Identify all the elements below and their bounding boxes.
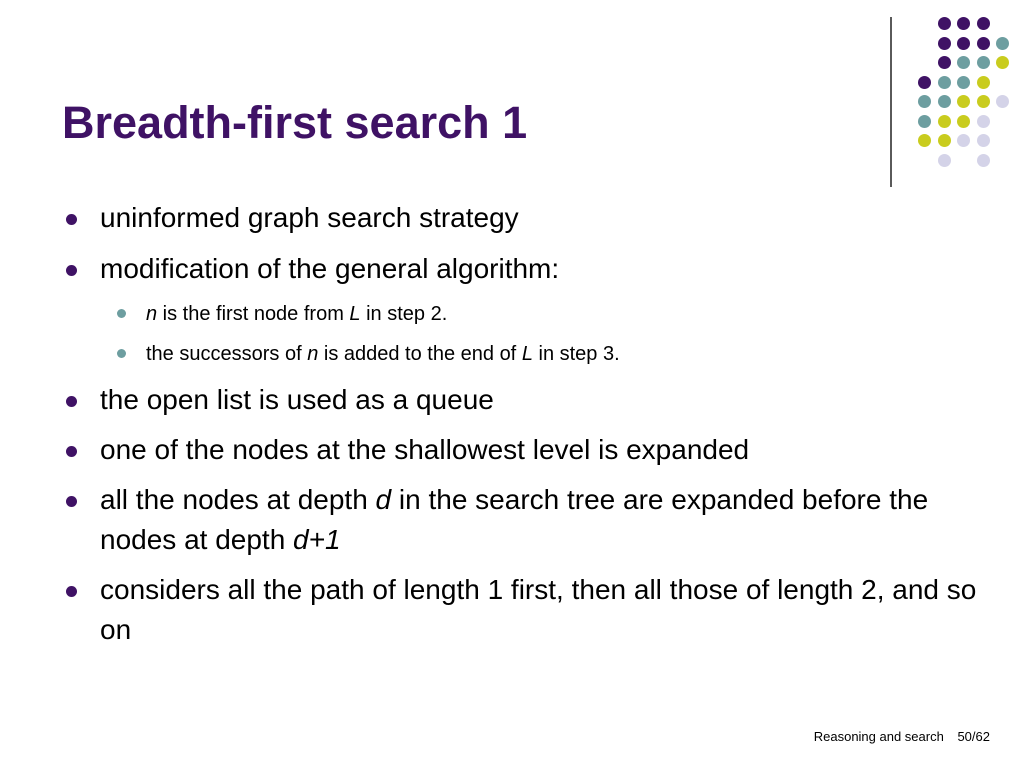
bullet-marker	[117, 309, 126, 318]
decorative-dot	[938, 134, 951, 147]
decorative-dot	[996, 37, 1009, 50]
title-divider-line	[890, 17, 892, 187]
decorative-dot	[918, 95, 931, 108]
sub-bullet-item	[146, 340, 966, 368]
bullet-text-segment: in step 3.	[532, 343, 620, 365]
decorative-dot	[977, 115, 990, 128]
bullet-marker	[66, 214, 77, 225]
decorative-dot	[938, 17, 951, 30]
decorative-dot	[938, 115, 951, 128]
bullet-text-segment: L	[349, 303, 361, 325]
bullet-item	[100, 198, 980, 238]
decorative-dot	[918, 134, 931, 147]
bullet-text-segment: is the first node from	[157, 303, 350, 325]
decorative-dot	[938, 154, 951, 167]
bullet-text-segment: d+1	[293, 524, 341, 555]
bullet-marker	[117, 349, 126, 358]
decorative-dot	[977, 134, 990, 147]
bullet-text-segment: L	[521, 343, 533, 365]
decorative-dot	[957, 95, 970, 108]
decorative-dot	[977, 37, 990, 50]
bullet-text-segment: considers all the path of length 1 first, then all those of length 2, and so on	[100, 574, 977, 645]
bullet-item	[100, 570, 980, 650]
decorative-dot	[996, 95, 1009, 108]
bullet-marker	[66, 265, 77, 276]
sub-bullet-item	[146, 300, 966, 328]
bullet-text-segment: one of the nodes at the shallowest level is expanded	[100, 434, 750, 465]
footer-course-title: Reasoning and search	[813, 729, 944, 744]
bullet-marker	[66, 396, 77, 407]
bullet-text-segment: the open list is used as a queue	[100, 384, 494, 415]
decorative-dot	[938, 76, 951, 89]
bullet-text-segment: the successors of	[146, 343, 308, 365]
bullet-text-segment: d	[375, 484, 392, 515]
decorative-dot	[918, 76, 931, 89]
bullet-text-segment: modification of the general algorithm:	[100, 253, 560, 284]
bullet-text-segment: uninformed graph search strategy	[100, 202, 519, 233]
decorative-dot	[957, 17, 970, 30]
decorative-dot	[977, 95, 990, 108]
decorative-dot	[957, 56, 970, 69]
decorative-dot	[957, 76, 970, 89]
decorative-dot	[938, 37, 951, 50]
bullet-text-segment: n	[146, 303, 158, 325]
bullet-marker	[66, 496, 77, 507]
bullet-item	[100, 380, 980, 420]
decorative-dot	[938, 56, 951, 69]
bullet-text-segment: in step 2.	[360, 303, 448, 325]
footer-page-number: 50/62	[957, 729, 990, 744]
decorative-dot	[977, 154, 990, 167]
bullet-item	[100, 249, 980, 289]
decorative-dot	[957, 37, 970, 50]
decorative-dot	[977, 17, 990, 30]
decorative-dot	[957, 115, 970, 128]
bullet-marker	[66, 586, 77, 597]
bullet-text-segment: all the nodes at depth	[100, 484, 376, 515]
decorative-dot	[957, 134, 970, 147]
bullet-text-segment: n	[307, 343, 319, 365]
decorative-dot	[938, 95, 951, 108]
slide-title: Breadth-first search 1	[62, 97, 528, 148]
decorative-dot	[996, 56, 1009, 69]
bullet-marker	[66, 446, 77, 457]
decorative-dot	[977, 56, 990, 69]
bullet-item	[100, 430, 980, 470]
slide-footer	[814, 729, 990, 744]
decorative-dot	[918, 115, 931, 128]
decorative-dot	[977, 76, 990, 89]
bullet-text-segment: in the search tree are expanded before the nodes at depth	[100, 484, 929, 555]
bullet-item	[100, 480, 980, 560]
bullet-text-segment: is added to the end of	[318, 343, 522, 365]
